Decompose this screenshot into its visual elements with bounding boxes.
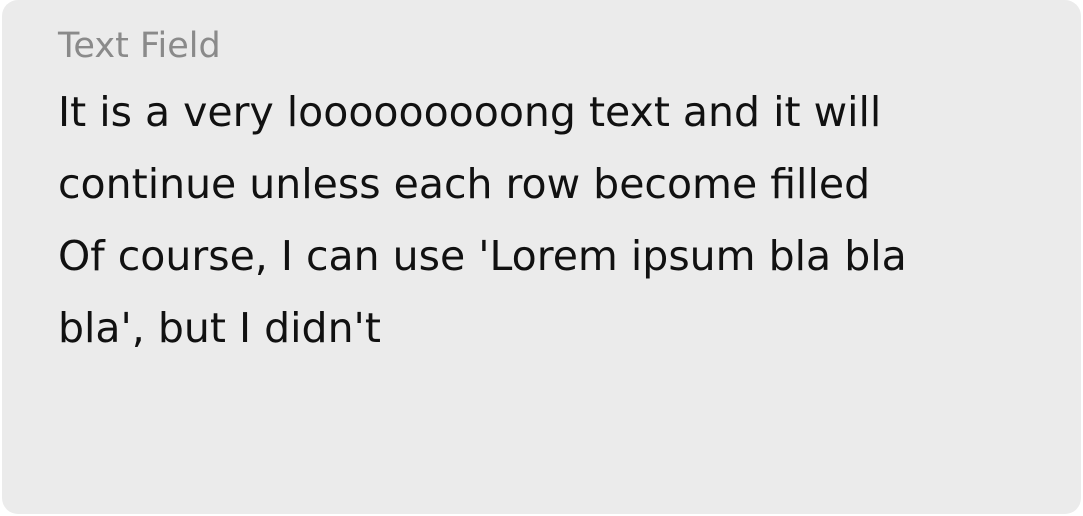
text-line-1: It is a very looooooooong text and it will (58, 88, 882, 136)
text-line-2: continue unless each row become filled (58, 160, 871, 208)
text-field-label: Text Field (58, 26, 221, 66)
text-line-3: Of course, I can use 'Lorem ipsum bla bla (58, 232, 907, 280)
text-field-value[interactable] (58, 76, 1038, 364)
text-field[interactable] (2, 0, 1081, 514)
text-line-4: bla', but I didn't (58, 304, 381, 352)
